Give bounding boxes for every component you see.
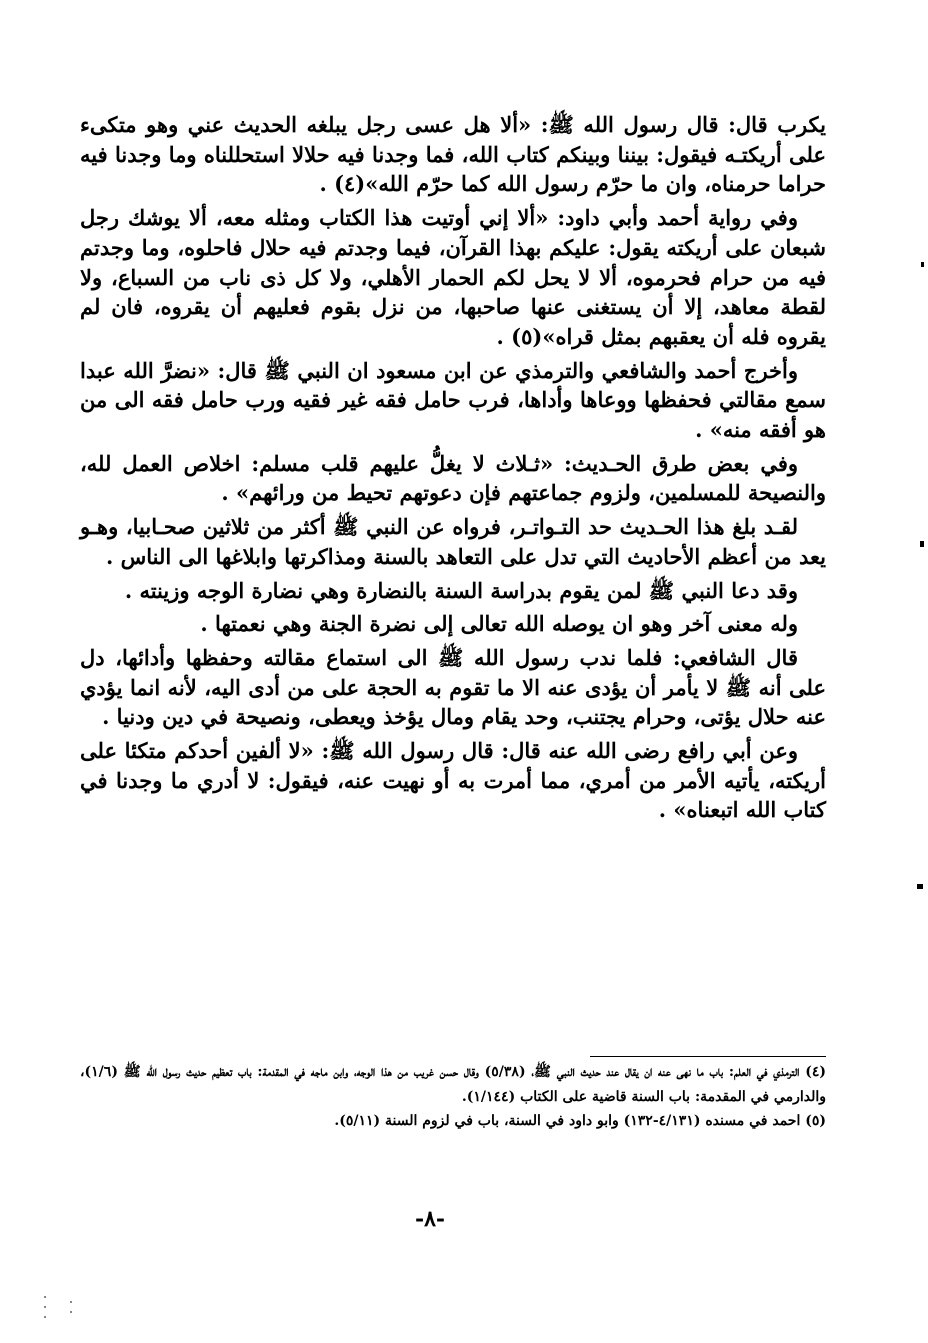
paragraph-3: وأخرج أحمد والشافعي والترمذي عن ابن مسعود ان النبي ﷺ قال: «نضرَّ الله عبدا سمع مقالتي فحفظها ووعاها وأداها، فرب حامل فقه غير فقيه ورب حامل فقه الى من هو أفقه منه» . <box>80 357 826 443</box>
paragraph-1: يكرب قال: قال رسول الله ﷺ: «ألا هل عسى رجل يبلغه الحديث عني وهو متكىء على أريكتـه فيقول: بيننا وبينكم كتاب الله، فما وجدنا فيه حلالا استحللناه وما وجدنا فيه حراما حرمناه، وان ما حرّم رسول الله كما حرّم الله»(٤) . <box>80 112 826 197</box>
paragraph-9: وعن أبي رافع رضى الله عنه قال: قال رسول الله ﷺ: «لا ألفين أحدكم متكئا على أريكته، يأتيه الأمر من أمري، مما أمرت به أو نهيت عنه، فيقول: لا أدري ما وجدنا في كتاب الله اتبعناه» . <box>80 738 826 823</box>
footnote-4: (٤) الترمذي في العلم: باب ما نهى عنه ان يقال عند حديث النبي ﷺ، (٥/٣٨) وقال حسن غريب من هذا الوجه، وابن ماجه في المقدمة: باب تعظيم حديث رسول الله ﷺ (١/٦)، والدارمي في المقدمة: باب السنة قاضية على الكتاب (١/١٤٤). <box>80 1064 826 1105</box>
paragraph-2: وفي رواية أحمد وأبي داود: «ألا إني أوتيت هذا الكتاب ومثله معه، ألا يوشك رجل شبعان على أريكته يقول: عليكم بهذا القرآن، فيما وجدتم فيه حلال فاحلوه، وما وجدتم فيه من حرام فحرموه، ألا لا يحل لكم الحمار الأهلي، ولا كل ذى ناب من السباع، ولا لقطة معاهد، إلا أن يستغنى عنها صاحبها، من نزل بقوم فعليهم أن يقروه، فان لم يقروه فله أن يعقبهم بمثل قراه»(٥) . <box>80 205 826 349</box>
scan-mark <box>920 541 924 547</box>
scan-dot <box>44 1316 46 1318</box>
footnotes <box>80 1060 826 1134</box>
paragraph-8: قال الشافعي: فلما ندب رسول الله ﷺ الى استماع مقالته وحفظها وأدائها، دل على أنه ﷺ لا يأمر أن يؤدى عنه الا ما تقوم به الحجة على من أدى اليه، لأنه انما يؤدي عنه حلال يؤتى، وحرام يجتنب، وحد يقام ومال يؤخذ ويعطى، ونصيحة في دين ودنيا . <box>80 644 826 730</box>
scan-dot <box>70 1301 72 1303</box>
main-text <box>80 110 826 829</box>
paragraph-7: وله معنى آخر وهو ان يوصله الله تعالى إلى نضرة الجنة وهي نعمتها . <box>200 611 798 637</box>
paragraph-4: وفي بعض طرق الحـديث: «ثـلاث لا يغلُّ عليهم قلب مسلم: اخلاص العمل لله، والنصيحة للمسلمين، ولزوم جماعتهم فإن دعوتهم تحيط من ورائهم» . <box>80 450 826 506</box>
page-number: -٨- <box>414 1206 446 1232</box>
scan-dot <box>70 1311 72 1313</box>
footnote-5: (٥) احمد في مسنده (٤/١٣١-١٣٢) وابو داود في السنة، باب في لزوم السنة (٥/١١). <box>334 1113 826 1129</box>
paragraph-6: وقد دعا النبي ﷺ لمن يقوم بدراسة السنة بالنضارة وهي نضارة الوجه وزينته . <box>124 577 798 603</box>
paragraph-5: لقـد بلغ هذا الحـديث حد التـواتـر، فرواه عن النبي ﷺ أكثر من ثلاثين صحـابيا، وهـو يعد من أعظم الأحاديث التي تدل على التعاهد بالسنة ومذاكرتها وابلاغها الى الناس . <box>80 514 826 569</box>
scan-mark <box>921 262 924 267</box>
scan-mark <box>917 884 923 889</box>
scan-dot <box>44 1296 46 1298</box>
scan-dot <box>44 1306 46 1308</box>
footnote-separator <box>590 1056 826 1057</box>
